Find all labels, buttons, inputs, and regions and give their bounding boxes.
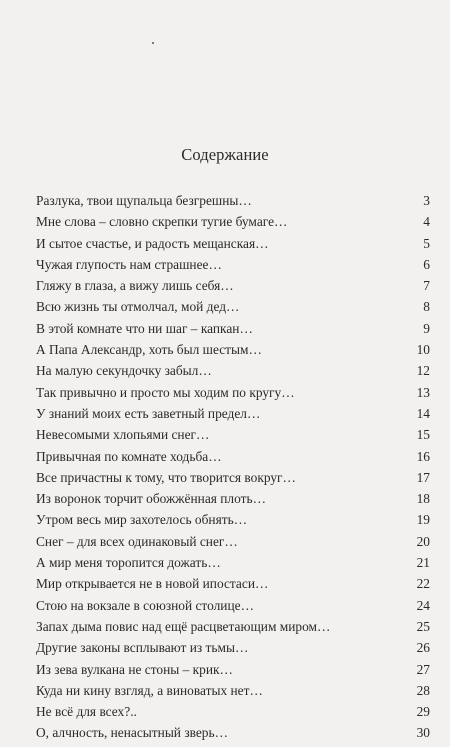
toc-entry	[36, 512, 430, 533]
toc-entry	[36, 704, 430, 725]
toc-entry-page-number: 22	[416, 576, 430, 592]
toc-entry-page-number: 20	[416, 533, 430, 549]
toc-entry-title: Куда ни кину взгляд, а виноватых нет…	[36, 682, 263, 698]
toc-entry	[36, 491, 430, 512]
toc-entry	[36, 576, 430, 597]
toc-entry-title: Не всё для всех?..	[36, 704, 137, 720]
table-of-contents	[0, 193, 450, 747]
toc-entry-page-number: 14	[416, 405, 430, 421]
toc-entry-title: Мир открывается не в новой ипостаси…	[36, 576, 269, 592]
toc-entry-page-number: 3	[423, 193, 430, 208]
toc-entry	[36, 662, 430, 683]
toc-entry	[36, 725, 430, 746]
toc-entry-title: А мир меня торопится дожать…	[36, 555, 221, 571]
toc-entry	[36, 214, 430, 235]
toc-entry-page-number: 12	[416, 363, 430, 379]
toc-entry-page-number: 30	[416, 725, 430, 741]
toc-entry-title: И сытое счастье, и радость мещанская…	[36, 235, 269, 251]
toc-entry-title: Все причастны к тому, что творится вокруг…	[36, 469, 296, 485]
toc-entry	[36, 236, 430, 257]
toc-entry	[36, 321, 430, 342]
toc-entry-title: Стою на вокзале в союзной столице…	[36, 597, 254, 613]
toc-entry	[36, 470, 430, 491]
toc-entry-page-number: 13	[416, 384, 430, 400]
toc-entry-title: А Папа Александр, хоть был шестым…	[36, 342, 262, 358]
toc-entry	[36, 193, 430, 214]
toc-entry	[36, 598, 430, 619]
toc-entry-title: Разлука, твои щупальца безгрешны…	[36, 193, 252, 208]
toc-entry-page-number: 10	[416, 342, 430, 358]
toc-entry-page-number: 28	[416, 682, 430, 698]
toc-entry	[36, 640, 430, 661]
toc-entry-page-number: 29	[416, 704, 430, 720]
toc-entry-title: Чужая глупость нам страшнее…	[36, 256, 222, 272]
toc-entry-title: Другие законы всплывают из тьмы…	[36, 640, 249, 656]
toc-entry-title: Запах дыма повис над ещё расцветающим миром…	[36, 618, 331, 634]
toc-entry	[36, 278, 430, 299]
toc-entry-title: Так привычно и просто мы ходим по кругу…	[36, 384, 295, 400]
toc-entry-page-number: 5	[423, 235, 430, 251]
toc-entry-title: Привычная по комнате ходьба…	[36, 448, 222, 464]
print-speck	[152, 42, 154, 44]
page-title: Содержание	[181, 145, 269, 164]
toc-entry-page-number: 18	[416, 491, 430, 507]
toc-entry	[36, 406, 430, 427]
toc-entry-page-number: 24	[416, 597, 430, 613]
toc-entry-page-number: 26	[416, 640, 430, 656]
toc-entry-page-number: 6	[423, 256, 430, 272]
toc-entry-title: На малую секундочку забыл…	[36, 363, 212, 379]
toc-entry	[36, 555, 430, 576]
toc-entry-title: У знаний моих есть заветный предел…	[36, 405, 261, 421]
toc-entry-page-number: 17	[416, 469, 430, 485]
toc-entry	[36, 534, 430, 555]
toc-entry-page-number: 16	[416, 448, 430, 464]
toc-entry	[36, 449, 430, 470]
toc-entry	[36, 257, 430, 278]
toc-entry	[36, 619, 430, 640]
toc-entry-title: В этой комнате что ни шаг – капкан…	[36, 320, 253, 336]
toc-entry-title: Мне слова – словно скрепки тугие бумаге…	[36, 214, 288, 230]
toc-entry-page-number: 8	[423, 299, 430, 315]
toc-entry	[36, 385, 430, 406]
toc-entry-page-number: 15	[416, 427, 430, 443]
toc-entry-page-number: 27	[416, 661, 430, 677]
toc-entry-title: О, алчность, ненасытный зверь…	[36, 725, 228, 741]
toc-entry-title: Снег – для всех одинаковый снег…	[36, 533, 238, 549]
toc-entry-title: Из зева вулкана не стоны – крик…	[36, 661, 233, 677]
toc-entry-title: Утром весь мир захотелось обнять…	[36, 512, 248, 528]
toc-entry-page-number: 7	[423, 278, 430, 294]
toc-entry-page-number: 4	[423, 214, 430, 230]
toc-entry	[36, 342, 430, 363]
toc-entry-page-number: 21	[416, 555, 430, 571]
toc-entry-page-number: 9	[423, 320, 430, 336]
toc-entry	[36, 683, 430, 704]
toc-entry	[36, 363, 430, 384]
toc-entry	[36, 299, 430, 320]
toc-entry-page-number: 19	[416, 512, 430, 528]
toc-entry	[36, 427, 430, 448]
toc-entry-page-number: 25	[416, 618, 430, 634]
toc-entry-title: Гляжу в глаза, а вижу лишь себя…	[36, 278, 234, 294]
toc-entry-title: Всю жизнь ты отмолчал, мой дед…	[36, 299, 240, 315]
toc-entry-title: Невесомыми хлопьями снег…	[36, 427, 210, 443]
toc-entry-title: Из воронок торчит обожжённая плоть…	[36, 491, 266, 507]
